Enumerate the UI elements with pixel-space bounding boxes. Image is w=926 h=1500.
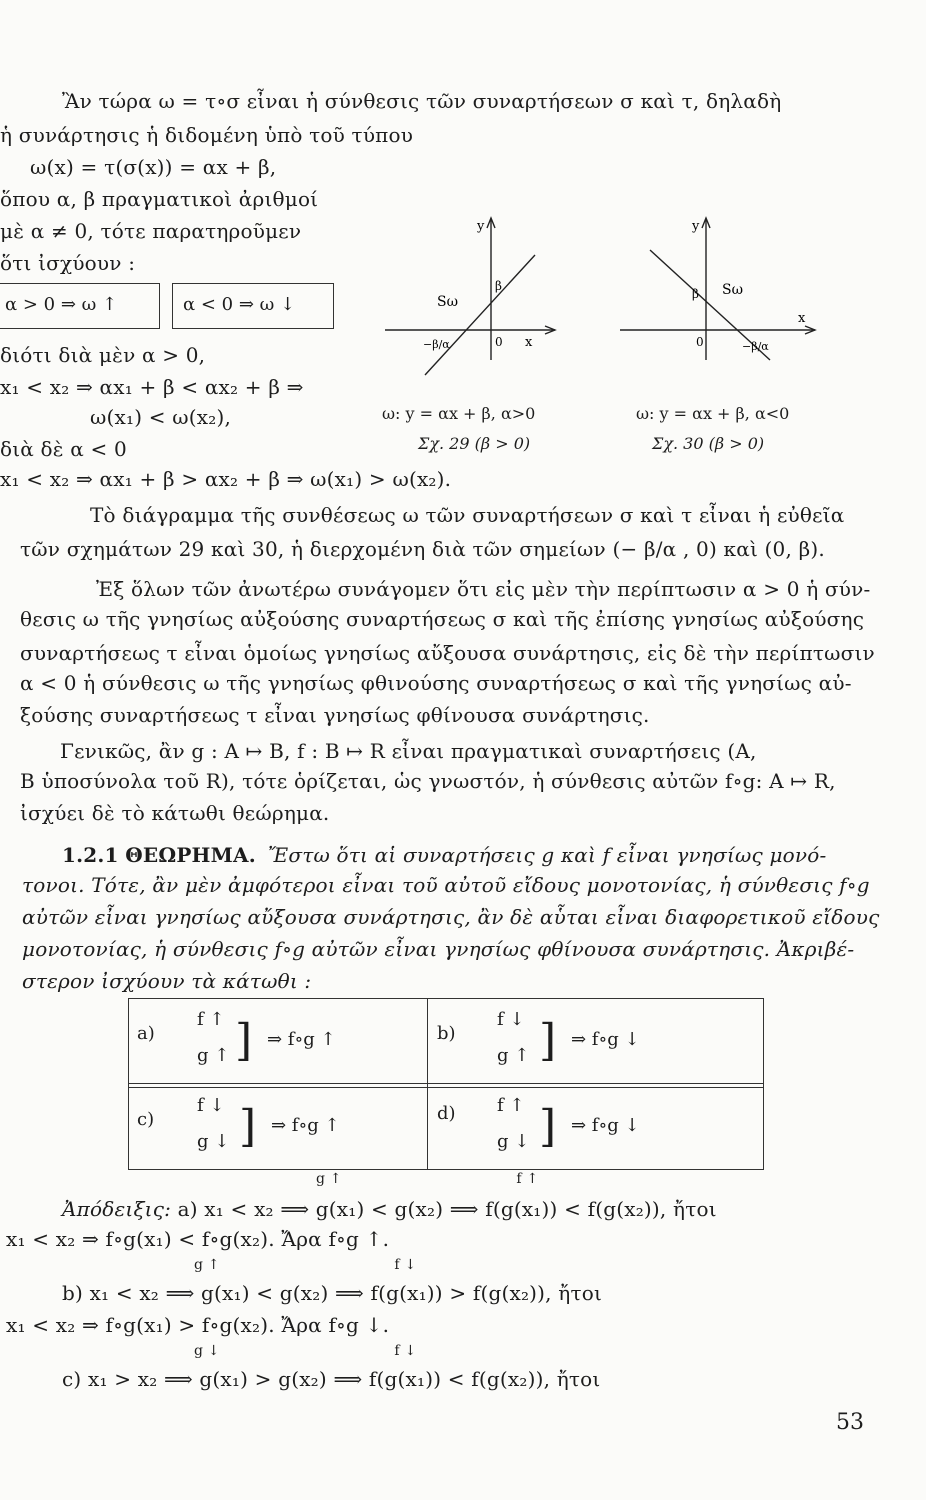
proof-line-b2: x₁ < x₂ ⇒ f∘g(x₁) > f∘g(x₂). Ἄρα f∘g ↓. <box>6 1313 390 1337</box>
theorem-heading <box>62 842 256 868</box>
fig30-o-label: 0 <box>696 335 704 349</box>
proof-c-over <box>194 1342 416 1360</box>
text-line-15: θεσις ω τῆς γνησίως αὐξούσης συναρτήσεως σ καὶ τῆς ἐπίσης γνησίως αὐξούσης <box>20 607 865 631</box>
proof-line-c1: c) x₁ > x₂ ⟹ g(x₁) > g(x₂) ⟹ f(g(x₁)) < f(g(x₂)), ἤτοι <box>62 1367 601 1391</box>
theorem-line-3: αὐτῶν εἶναι γνησίως αὔξουσα συνάρτησις, ἂν δὲ αὗται εἶναι διαφορετικοῦ εἴδους <box>22 905 880 929</box>
condition-positive: α > 0 ⇒ ω ↑ <box>5 294 118 315</box>
fig29-formula: ω: y = αx + β, α>0 <box>382 404 536 423</box>
fig30-x-label: x <box>798 311 806 326</box>
text-line-20: B ὑποσύνολα τοῦ R), τότε ὁρίζεται, ὡς γνωστόν, ἡ σύνθεσις αὐτῶν f∘g: A ↦ R, <box>20 769 836 793</box>
fig29-xint-label: −β/α <box>423 338 450 351</box>
fig29-curve-label: Sω <box>437 294 459 310</box>
theorem-line-4: μονοτονίας, ἡ σύνθεσις f∘g αὐτῶν εἶναι γνησίως φθίνουσα συνάρτησις. Ἀκριβέ- <box>22 937 855 961</box>
theorem-title: ΘΕΩΡΗΜΑ. <box>125 843 256 867</box>
text-line-17: α < 0 ἡ σύνθεσις ω τῆς γνησίως φθινούσης συναρτήσεως σ καὶ τῆς γνησίως αὐ- <box>20 671 852 695</box>
case-c-brace: ] <box>239 1101 257 1152</box>
text-line-6: ὅτι ἰσχύουν : <box>0 251 136 275</box>
text-line-16: συναρτήσεως τ εἶναι ὁμοίως γνησίως αὔξουσα συνάρτησις, εἰς δὲ τὴν περίπτωσιν <box>20 641 875 665</box>
fig29-caption: Σχ. 29 (β > 0) <box>418 434 531 453</box>
case-label-a: a) <box>137 1023 155 1044</box>
text-line-9: ω(x₁) < ω(x₂), <box>90 405 232 429</box>
proof-c-over-g: g ↓ <box>194 1343 220 1359</box>
text-line-11: x₁ < x₂ ⇒ αx₁ + β > αx₂ + β ⇒ ω(x₁) > ω(x₂). <box>0 467 452 491</box>
proof-a-over-g: g ↑ <box>316 1171 342 1187</box>
case-b-brace: ] <box>539 1015 557 1066</box>
case-label-b: b) <box>437 1023 456 1044</box>
table-row <box>437 1009 757 1079</box>
fig30-b-label: β <box>692 287 699 301</box>
fig30-caption: Σχ. 30 (β > 0) <box>652 434 765 453</box>
theorem-line-2: τονοι. Τότε, ἂν μὲν ἀμφότεροι εἶναι τοῦ αὐτοῦ εἴδους μονοτονίας, ἡ σύνθεσις f∘g <box>22 873 870 897</box>
proof-c-over-f: f ↓ <box>394 1343 417 1359</box>
case-c-result: ⇒ f∘g ↑ <box>271 1115 340 1136</box>
proof-line-b1: b) x₁ < x₂ ⟹ g(x₁) < g(x₂) ⟹ f(g(x₁)) > f(g(x₂)), ἤτοι <box>62 1281 603 1305</box>
condition-box-negative <box>172 283 334 329</box>
case-a-brace: ] <box>235 1015 253 1066</box>
case-a-result: ⇒ f∘g ↑ <box>267 1029 336 1050</box>
proof-line-a1 <box>62 1196 717 1222</box>
text-line-12: Τὸ διάγραμμα τῆς συνθέσεως ω τῶν συναρτήσεων σ καὶ τ εἶναι ἡ εὐθεῖα <box>90 503 845 527</box>
case-d-brace: ] <box>539 1101 557 1152</box>
condition-negative: α < 0 ⇒ ω ↓ <box>183 294 296 315</box>
case-b-f: f ↓ <box>497 1009 525 1030</box>
fig29-y-label: y <box>477 219 485 234</box>
case-a-f: f ↑ <box>197 1009 225 1030</box>
text-line-2: ἡ συνάρτησις ἡ διδομένη ὑπὸ τοῦ τύπου <box>0 123 414 147</box>
proof-b-over-f: f ↓ <box>394 1257 417 1273</box>
case-label-d: d) <box>437 1103 456 1124</box>
theorem-line-1: Ἔστω ὅτι αἱ συναρτήσεις g καὶ f εἶναι γνησίως μονό- <box>268 843 827 867</box>
proof-a-over-f: f ↑ <box>516 1171 539 1187</box>
case-c-f: f ↓ <box>197 1095 225 1116</box>
table-row <box>137 1095 427 1165</box>
case-b-result: ⇒ f∘g ↓ <box>571 1029 640 1050</box>
text-line-7: διότι διὰ μὲν α > 0, <box>0 343 206 367</box>
fig29-b-label: β <box>495 279 502 293</box>
proof-line-a2: x₁ < x₂ ⇒ f∘g(x₁) < f∘g(x₂). Ἄρα f∘g ↑. <box>6 1227 390 1251</box>
case-d-g: g ↓ <box>497 1131 530 1152</box>
case-b-g: g ↑ <box>497 1045 530 1066</box>
text-line-19: Γενικῶς, ἂν g : A ↦ B, f : B ↦ R εἶναι πραγματικαὶ συναρτήσεις (A, <box>60 739 757 763</box>
proof-a-over <box>316 1170 538 1188</box>
text-line-8: x₁ < x₂ ⇒ αx₁ + β < αx₂ + β ⇒ <box>0 375 304 399</box>
theorem-line-5: στερον ἰσχύουν τὰ κάτωθι : <box>22 969 312 993</box>
theorem-number: 1.2.1 <box>62 843 119 867</box>
table-row <box>137 1009 427 1079</box>
text-line-14: Ἐξ ὅλων τῶν ἀνωτέρω συνάγομεν ὅτι εἰς μὲν τὴν περίπτωσιν α > 0 ἡ σύν- <box>96 577 871 601</box>
case-d-f: f ↑ <box>497 1095 525 1116</box>
text-line-1: Ἂν τώρα ω = τ∘σ εἶναι ἡ σύνθεσις τῶν συναρτήσεων σ καὶ τ, δηλαδὴ <box>62 89 782 113</box>
fig30-y-label: y <box>692 219 700 234</box>
text-line-13: τῶν σχημάτων 29 καὶ 30, ἡ διερχομένη διὰ τῶν σημείων (− β/α , 0) καὶ (0, β). <box>20 537 825 561</box>
case-label-c: c) <box>137 1109 155 1130</box>
text-line-18: ξούσης συναρτήσεως τ εἶναι γνησίως φθίνουσα συνάρτησις. <box>20 703 650 727</box>
fig30-xint-label: −β/α <box>742 340 769 353</box>
text-line-10: διὰ δὲ α < 0 <box>0 437 127 461</box>
proof-b-over <box>194 1256 416 1274</box>
monotonicity-table <box>128 998 764 1170</box>
text-line-5: μὲ α ≠ 0, τότε παρατηροῦμεν <box>0 219 302 243</box>
table-row <box>437 1095 757 1165</box>
fig30-curve-label: Sω <box>722 282 744 298</box>
proof-b-over-g: g ↑ <box>194 1257 220 1273</box>
page-number: 53 <box>836 1410 864 1435</box>
fig29-o-label: 0 <box>495 335 503 349</box>
case-a-g: g ↑ <box>197 1045 230 1066</box>
proof-title: Ἀπόδειξις: <box>62 1197 172 1221</box>
condition-box-positive <box>0 283 160 329</box>
case-d-result: ⇒ f∘g ↓ <box>571 1115 640 1136</box>
case-c-g: g ↓ <box>197 1131 230 1152</box>
text-line-3: ω(x) = τ(σ(x)) = αx + β, <box>30 155 277 179</box>
fig30-formula: ω: y = αx + β, α<0 <box>636 404 790 423</box>
figure-29 <box>385 210 565 380</box>
text-line-4: ὅπου α, β πραγματικοὶ ἀριθμοί <box>0 187 319 211</box>
fig29-x-label: x <box>525 335 533 350</box>
proof-a1-text: a) x₁ < x₂ ⟹ g(x₁) < g(x₂) ⟹ f(g(x₁)) < f(g(x₂)), ἤτοι <box>177 1197 717 1221</box>
text-line-21: ἰσχύει δὲ τὸ κάτωθι θεώρημα. <box>20 801 330 825</box>
figure-30 <box>620 210 820 380</box>
